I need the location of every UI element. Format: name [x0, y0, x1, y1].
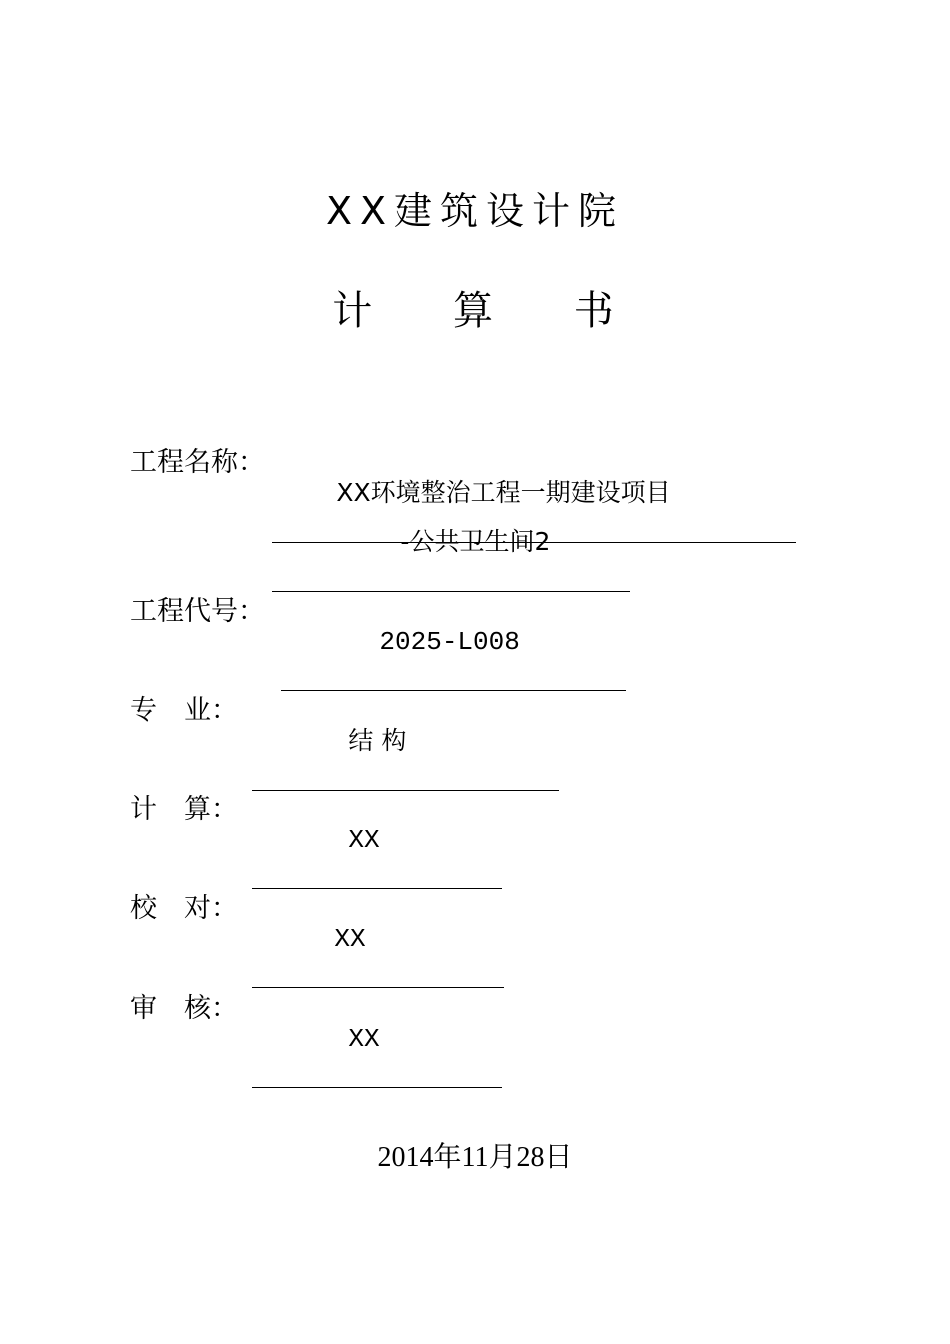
- project-code-value: 2025-L008: [379, 627, 520, 657]
- calc-label: 计 算：: [130, 794, 238, 824]
- project-name-line2: [272, 494, 630, 592]
- discipline-value: 结 构: [348, 726, 407, 755]
- review-value: XX: [348, 1024, 380, 1054]
- calc-value: XX: [348, 825, 380, 855]
- calc-field: [252, 792, 502, 889]
- review-field: [252, 991, 502, 1088]
- project-code-label: 工程代号：: [130, 596, 265, 626]
- discipline-label: 专 业：: [130, 695, 238, 725]
- check-value: XX: [334, 924, 366, 954]
- discipline-field: [252, 693, 559, 791]
- check-label: 校 对：: [130, 893, 238, 923]
- project-name-label: 工程名称：: [130, 447, 265, 477]
- project-name-line1-text: XX环境整治工程一期建设项目: [336, 478, 671, 507]
- organization-title: XX建筑设计院: [325, 189, 625, 233]
- review-label: 审 核：: [130, 993, 238, 1023]
- document-date: 2014年11月28日: [377, 1142, 573, 1173]
- document-title: 计 算 书: [332, 288, 648, 334]
- project-code-field: [281, 594, 626, 691]
- check-field: [252, 891, 504, 988]
- project-name-line2-text: -公共卫生间2: [400, 527, 551, 556]
